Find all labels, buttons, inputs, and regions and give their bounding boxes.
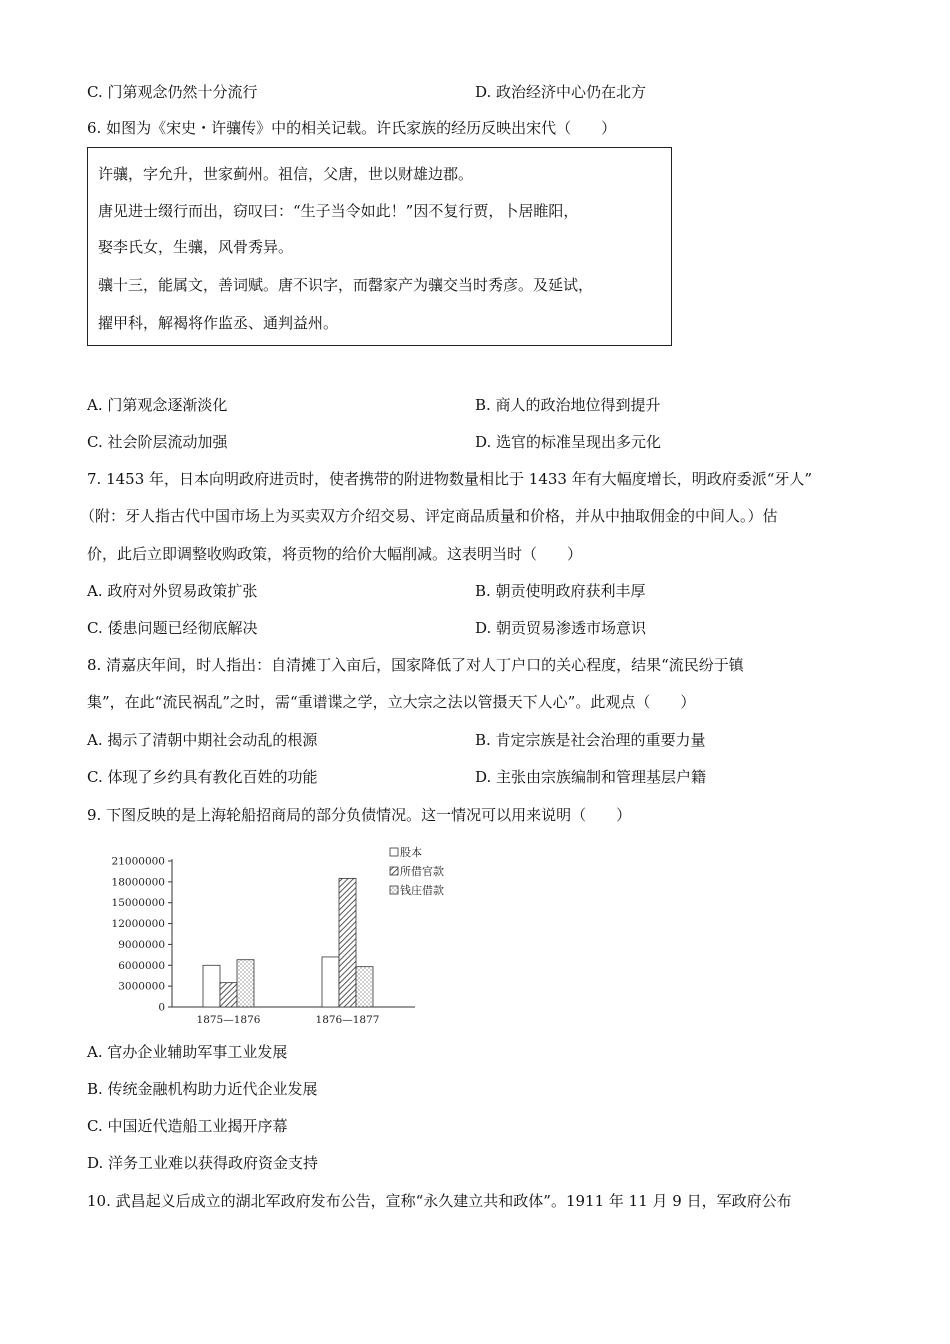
q6-option-d[interactable]: D. 选官的标准呈现出多元化 (475, 433, 662, 451)
q9-option-b[interactable]: B. 传统金融机构助力近代企业发展 (87, 1080, 318, 1098)
bar-hatch (220, 983, 237, 1007)
q7-stem-line-3: 价，此后立即调整收购政策，将贡物的给价大幅削减。这表明当时（ ） (87, 545, 583, 563)
legend-label: 所借官款 (400, 865, 444, 878)
q5-option-d[interactable]: D. 政治经济中心仍在北方 (475, 83, 647, 101)
chart-bars (203, 878, 373, 1007)
q9-option-d[interactable]: D. 洋务工业难以获得政府资金支持 (87, 1154, 319, 1172)
y-tick-label: 9000000 (118, 938, 165, 951)
q5-option-c[interactable]: C. 门第观念仍然十分流行 (87, 83, 258, 101)
q10-stem-line-1: 10. 武昌起义后成立的湖北军政府发布公告，宣称“永久建立共和政体”。1911 年 11 月 9 日，军政府公布 (87, 1192, 792, 1210)
q6-option-a[interactable]: A. 门第观念逐渐淡化 (87, 396, 228, 414)
x-tick-label: 1876—1877 (315, 1014, 380, 1026)
chart-legend (390, 845, 444, 897)
y-tick-label: 21000000 (111, 855, 165, 868)
y-tick-label: 6000000 (118, 959, 165, 972)
q7-stem-line-1: 7. 1453 年，日本向明政府进贡时，使者携带的附进物数量相比于 1433 年有大幅度增长，明政府委派“牙人” (87, 470, 813, 488)
q8-option-c[interactable]: C. 体现了乡约具有教化百姓的功能 (87, 768, 318, 786)
q8-option-b[interactable]: B. 肯定宗族是社会治理的重要力量 (475, 731, 706, 749)
x-tick-label: 1875—1876 (196, 1014, 261, 1026)
q9-option-a[interactable]: A. 官办企业辅助军事工业发展 (87, 1043, 288, 1061)
q7-option-d[interactable]: D. 朝贡贸易渗透市场意识 (475, 619, 647, 637)
q6-quote-line: 唐见进士缀行而出，窃叹曰：“生子当令如此！”因不复行贾，卜居睢阳， (98, 202, 579, 220)
q7-option-c[interactable]: C. 倭患问题已经彻底解决 (87, 619, 258, 637)
q6-quote-line: 许骧，字允升，世家蓟州。祖信，父唐，世以财雄边郡。 (98, 165, 474, 183)
q7-option-a[interactable]: A. 政府对外贸易政策扩张 (87, 582, 258, 600)
bar-dots (237, 960, 254, 1007)
q6-quote-line: 骧十三，能属文，善词赋。唐不识字，而罄家产为骧交当时秀彦。及延试， (98, 276, 594, 294)
q6-quote-line: 擢甲科，解褐将作监丞、通判益州。 (98, 314, 339, 332)
q7-option-b[interactable]: B. 朝贡使明政府获利丰厚 (475, 582, 646, 600)
y-tick-label: 3000000 (118, 980, 165, 993)
q9-bar-chart (100, 843, 480, 1033)
q8-stem-line-1: 8. 清嘉庆年间，时人指出：自清摊丁入亩后，国家降低了对人丁户口的关心程度，结果“流民纷于镇 (87, 656, 744, 674)
bar-hatch (339, 878, 356, 1007)
q7-stem-line-2: （附：牙人指古代中国市场上为买卖双方介绍交易、评定商品质量和价格，并从中抽取佣金的中间人。）估 (80, 507, 778, 525)
q8-option-d[interactable]: D. 主张由宗族编制和管理基层户籍 (475, 768, 707, 786)
q9-option-c[interactable]: C. 中国近代造船工业揭开序幕 (87, 1117, 288, 1135)
bar-blank (322, 957, 339, 1007)
q6-quote-box (87, 147, 672, 346)
y-tick-label: 12000000 (111, 918, 165, 931)
legend-swatch (390, 848, 398, 856)
q6-option-c[interactable]: C. 社会阶层流动加强 (87, 433, 228, 451)
q6-option-b[interactable]: B. 商人的政治地位得到提升 (475, 396, 661, 414)
legend-label: 钱庄借款 (400, 884, 444, 897)
y-tick-label: 0 (158, 1001, 165, 1014)
legend-label: 股本 (400, 846, 422, 859)
legend-swatch (390, 867, 398, 875)
y-tick-label: 18000000 (111, 876, 165, 889)
q6-stem: 6. 如图为《宋史・许骧传》中的相关记载。许氏家族的经历反映出宋代（ ） (87, 119, 617, 137)
legend-swatch (390, 886, 398, 894)
q8-option-a[interactable]: A. 揭示了清朝中期社会动乱的根源 (87, 731, 318, 749)
y-tick-label: 15000000 (111, 897, 165, 910)
bar-dots (356, 967, 373, 1007)
q9-stem: 9. 下图反映的是上海轮船招商局的部分负债情况。这一情况可以用来说明（ ） (87, 806, 632, 824)
bar-blank (203, 965, 220, 1007)
q8-stem-line-2: 集”，在此“流民祸乱”之时，需“重谱谍之学，立大宗之法以管摄天下人心”。此观点（ ） (87, 693, 696, 711)
q6-quote-line: 娶李氏女，生骧，风骨秀异。 (98, 238, 294, 256)
